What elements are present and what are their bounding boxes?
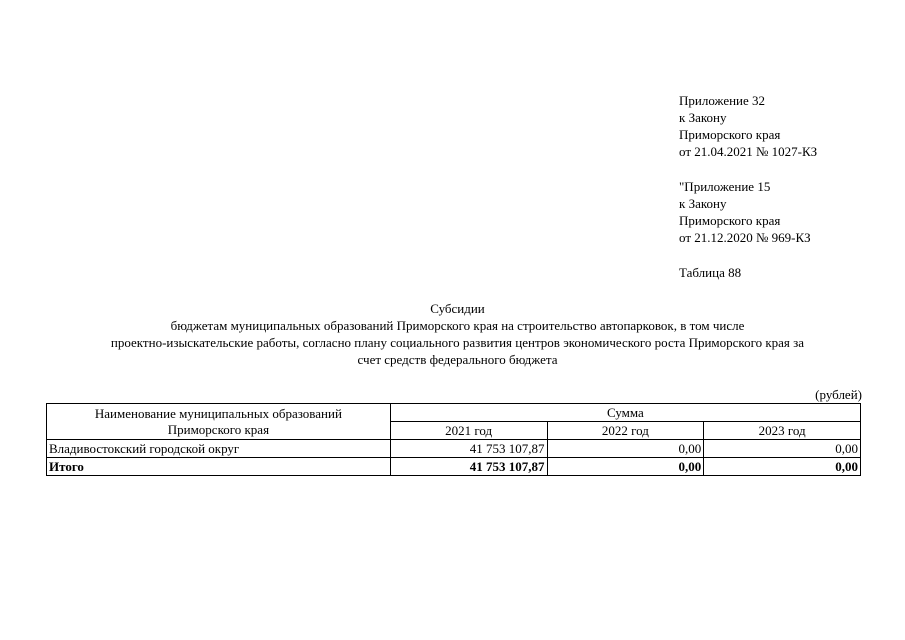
appendix-law-ref: к Закону <box>679 110 727 125</box>
units-label: (рублей) <box>815 387 862 402</box>
name-header-line-1: Наименование муниципальных образований <box>94 405 342 421</box>
header-row <box>47 404 861 422</box>
title-line-2: бюджетам муниципальных образований Приморского края на строительство автопарковок, в том числе <box>170 318 745 333</box>
title-line-1: Субсидии <box>430 301 485 316</box>
prior-appendix-number: "Приложение 15 <box>679 179 771 194</box>
total-2021: 41 753 107,87 <box>390 458 547 476</box>
sum-column-header: Сумма <box>390 404 860 422</box>
title-line-3: проектно-изыскательские работы, согласно плану социального развития центров экономического роста Приморского края за <box>110 335 805 350</box>
amount-2023: 0,00 <box>704 440 861 458</box>
table-number: Таблица 88 <box>679 265 742 280</box>
prior-appendix-region: Приморского края <box>679 213 781 228</box>
subsidy-table <box>46 403 861 476</box>
amount-2021: 41 753 107,87 <box>390 440 547 458</box>
total-row <box>47 458 861 476</box>
total-2022: 0,00 <box>547 458 704 476</box>
total-label: Итого <box>47 458 391 476</box>
prior-appendix-law-date: от 21.12.2020 № 969-КЗ <box>679 230 811 245</box>
prior-appendix-reference <box>679 178 811 246</box>
table-label <box>679 264 741 281</box>
document-title <box>40 300 875 368</box>
table-row <box>47 440 861 458</box>
name-column-header <box>47 404 391 440</box>
year-2021-header: 2021 год <box>390 422 547 440</box>
year-2023-header: 2023 год <box>704 422 861 440</box>
total-2023: 0,00 <box>704 458 861 476</box>
name-header-line-2: Приморского края <box>167 421 270 437</box>
prior-appendix-law-ref: к Закону <box>679 196 727 211</box>
year-2022-header: 2022 год <box>547 422 704 440</box>
appendix-region: Приморского края <box>679 127 781 142</box>
appendix-number: Приложение 32 <box>679 93 766 108</box>
title-line-4: счет средств федерального бюджета <box>357 352 558 367</box>
appendix-reference <box>679 92 817 160</box>
appendix-law-date: от 21.04.2021 № 1027-КЗ <box>679 144 818 159</box>
municipality-name: Владивостокский городской округ <box>47 440 391 458</box>
amount-2022: 0,00 <box>547 440 704 458</box>
